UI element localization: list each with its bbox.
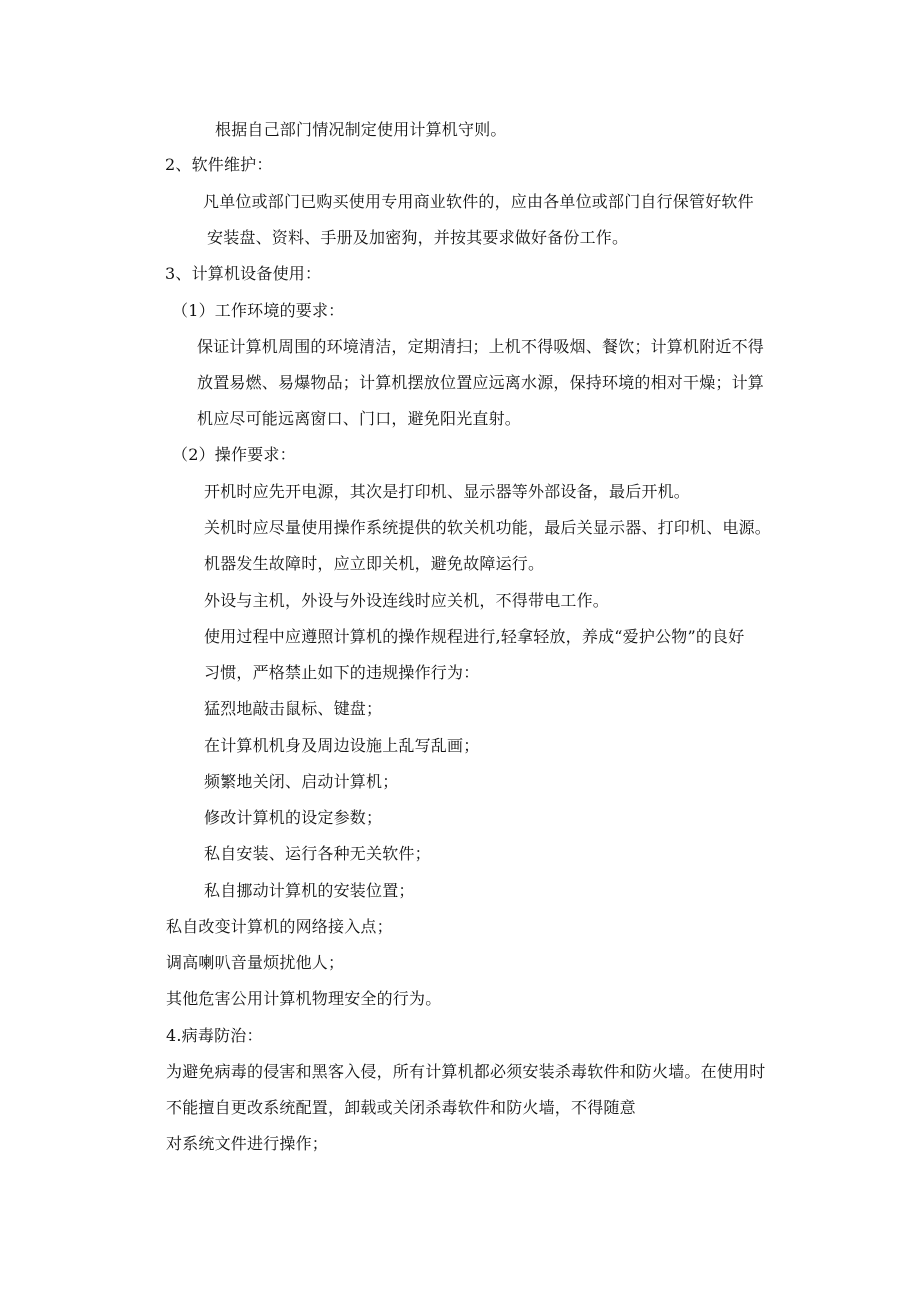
text-line: 开机时应先开电源，其次是打印机、显示器等外部设备，最后开机。 [204, 482, 691, 501]
subsection-heading-operation: （2）操作要求： [172, 445, 296, 464]
text-line: 根据自己部门情况制定使用计算机守则。 [215, 120, 507, 139]
text-line: 使用过程中应遵照计算机的操作规程进行,轻拿轻放，养成“爱护公物”的良好 [204, 627, 745, 646]
text-line: 外设与主机，外设与外设连线时应关机，不得带电工作。 [204, 591, 610, 610]
subsection-heading-environment: （1）工作环境的要求： [172, 301, 345, 320]
text-line: 机器发生故障时，应立即关机，避免故障运行。 [204, 554, 545, 573]
list-item: 私自安装、运行各种无关软件； [204, 844, 431, 863]
text-line: 凡单位或部门已购买使用专用商业软件的，应由各单位或部门自行保管好软件 [203, 192, 754, 211]
text-line: 为避免病毒的侵害和黑客入侵，所有计算机都必须安装杀毒软件和防火墙。在使用时 [166, 1062, 766, 1081]
section-heading-virus: 4.病毒防治： [166, 1026, 263, 1045]
list-item: 私自改变计算机的网络接入点； [166, 917, 393, 936]
text-line: 放置易燃、易爆物品；计算机摆放位置应远离水源，保持环境的相对干燥；计算 [197, 373, 765, 392]
text-line: 习惯，严格禁止如下的违规操作行为： [204, 663, 480, 682]
list-item: 私自挪动计算机的安装位置； [204, 881, 415, 900]
text-line: 对系统文件进行操作； [166, 1134, 329, 1153]
list-item: 频繁地关闭、启动计算机； [204, 772, 399, 791]
text-line: 不能擅自更改系统配置，卸载或关闭杀毒软件和防火墙，不得随意 [166, 1098, 636, 1117]
text-line: 安装盘、资料、手册及加密狗，并按其要求做好备份工作。 [207, 228, 629, 247]
section-heading-software: 2、软件维护： [165, 155, 273, 174]
list-item: 在计算机机身及周边设施上乱写乱画； [204, 736, 480, 755]
list-item: 调高喇叭音量烦扰他人； [166, 953, 345, 972]
section-heading-equipment: 3、计算机设备使用： [165, 264, 322, 283]
text-line: 机应尽可能远离窗口、门口，避免阳光直射。 [197, 409, 522, 428]
text-line: 保证计算机周围的环境清洁，定期清扫；上机不得吸烟、餐饮；计算机附近不得 [197, 337, 765, 356]
list-item: 修改计算机的设定参数； [204, 808, 383, 827]
list-item: 猛烈地敲击鼠标、键盘； [204, 699, 383, 718]
text-line: 关机时应尽量使用操作系统提供的软关机功能，最后关显示器、打印机、电源。 [204, 518, 772, 537]
list-item: 其他危害公用计算机物理安全的行为。 [166, 989, 442, 1008]
